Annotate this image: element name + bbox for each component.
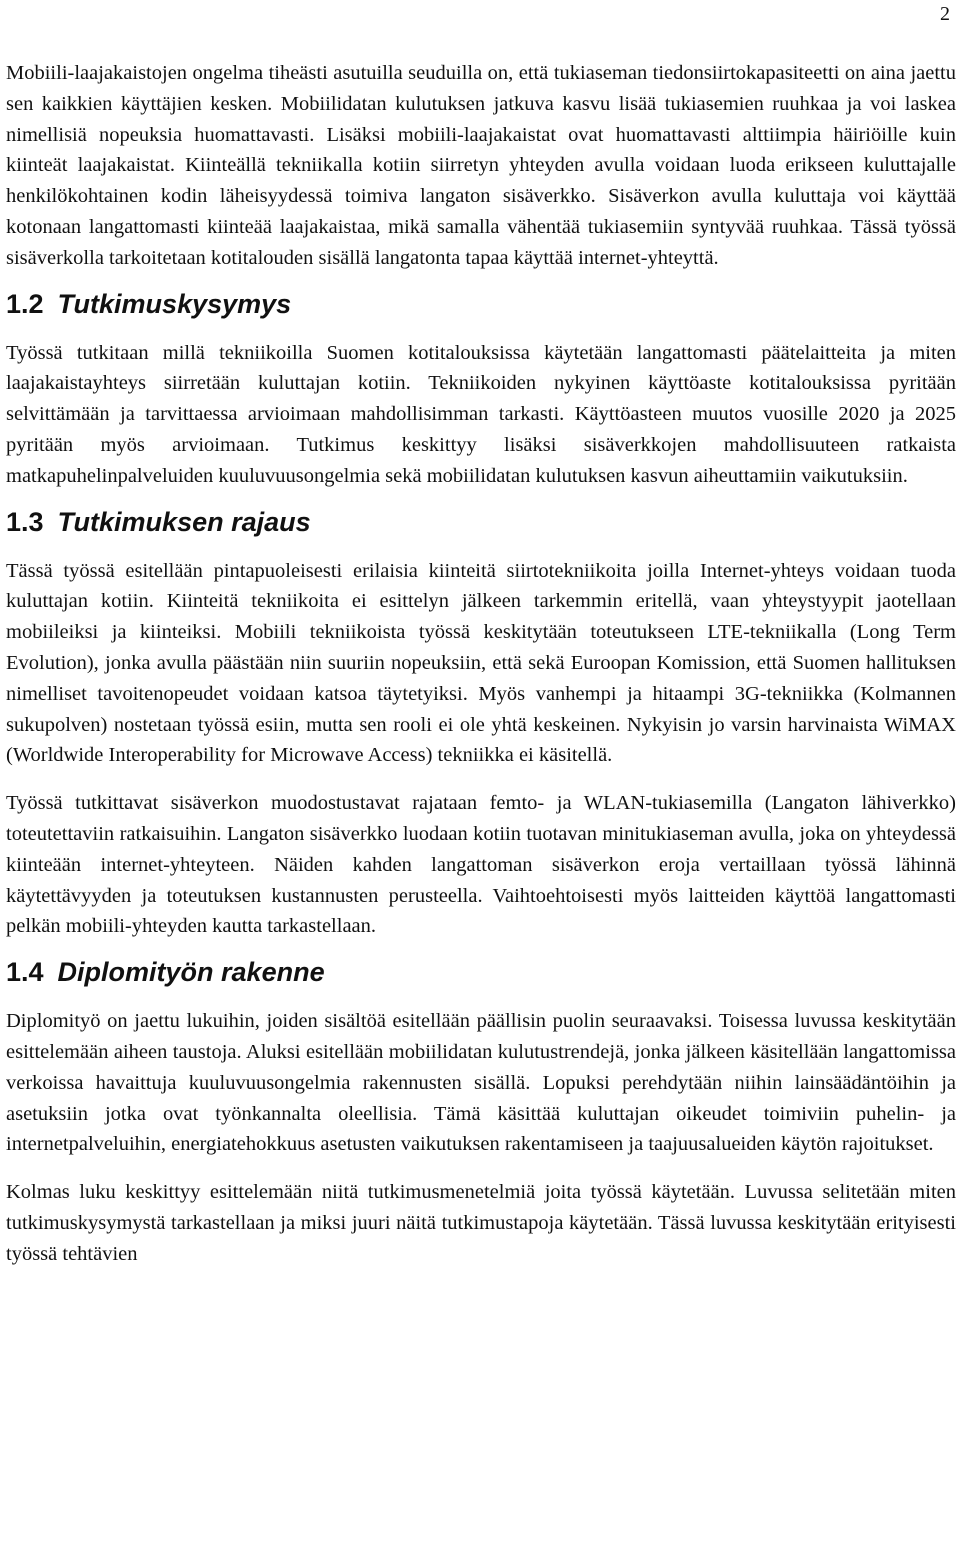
- section-research-scope: [6, 500, 956, 943]
- section-title: Tutkimuksen rajaus: [57, 506, 311, 537]
- body-paragraph: Diplomityö on jaettu lukuihin, joiden sisältöä esitellään päällisin puolin seuraavaksi. Toisessa luvussa keskitytään esittelemään aiheen taustoja. Aluksi esitellään mobiilidatan kulutustrendejä, jonka jälkeen käsitellään langattomissa verkoissa havaittuja kuuluvuusongelmia rakennusten sisällä. Lopuksi perehdytään niihin lainsäädäntöihin ja asetuksiin jotka ovat työnkannalta oleellisia. Tämä käsittää kuluttajan oikeudet toimiviin puhelin- ja internetpalveluihin, energiatehokkuus asetusten vaikutuksen rakentamiseen ja taajuusalueiden käytön rajoitukset.: [6, 1010, 956, 1156]
- intro-paragraph: Mobiili-laajakaistojen ongelma tiheästi asutuilla seuduilla on, että tukiaseman tiedonsiirtokapasiteetti on aina jaettu sen kaikkien käyttäjien kesken. Mobiilidatan kulutuksen jatkuva kasvu lisää tukiasemien ruuhkaa ja voi laskea nimellisiä nopeuksia huomattavasti. Lisäksi mobiili-laajakaistat ovat huomattavasti alttiimpia häiriöille kuin kiinteät laajakaistat. Kiinteällä tekniikalla kotiin siirretyn yhteyden avulla voidaan luoda erikseen kuluttajalle henkilökohtainen kodin läheisyydessä toimiva langaton sisäverkko. Sisäverkon avulla kuluttaja voi käyttää kotonaan langattomasti kiinteää laajakaistaa, mikä samalla vähentää tukiasemiin syntyvää ruuhkaa. Tässä työssä sisäverkolla tarkoitetaan kotitalouden sisällä langatonta tapaa käyttää internet-yhteyttä.: [6, 62, 956, 269]
- section-heading: [6, 500, 956, 544]
- section-title: Diplomityön rakenne: [57, 957, 325, 988]
- section-number: 1.4: [6, 957, 44, 988]
- section-title: Tutkimuskysymys: [57, 288, 292, 319]
- section-heading: [6, 282, 956, 326]
- body-paragraph: Kolmas luku keskittyy esittelemään niitä tutkimusmenetelmiä joita työssä käytetään. Luvussa selitetään miten tutkimuskysymystä tarkastellaan ja miksi juuri näitä tutkimustapoja käytetään. Tässä luvussa keskitytään erityisesti työssä tehtävien: [6, 1181, 956, 1265]
- section-number: 1.2: [6, 288, 44, 319]
- document-page: [6, 58, 956, 1270]
- page-number: 2: [940, 3, 950, 25]
- body-paragraph: Työssä tutkitaan millä tekniikoilla Suomen kotitalouksissa käytetään langattomasti päätelaitteita ja miten laajakaistayhteys siirretään kuluttajan kotiin. Tekniikoiden nykyinen käyttöaste kotitalouksissa pyritään selvittämään ja tarvittaessa arvioimaan mahdollisimman tarkasti. Käyttöasteen muutos vuosille 2020 ja 2025 pyritään myös arvioimaan. Tutkimus keskittyy lisäksi sisäverkkojen mahdollisuuteen ratkaista matkapuhelinpalveluiden kuuluvuusongelmia sekä mobiilidatan kulutuksen kasvun aiheuttamiin vaikutuksiin.: [6, 341, 956, 487]
- section-research-question: [6, 282, 956, 492]
- body-paragraph: Tässä työssä esitellään pintapuoleisesti erilaisia kiinteitä siirtotekniikoita joilla Internet-yhteys voidaan tuoda kuluttajan kotiin. Kiinteitä tekniikoita ei esittelyn jälkeen tarkemmin eritellä, vaan yhteystyypit jaotellaan mobiileiksi ja kiinteiksi. Mobiili tekniikoista työssä keskitytään toteutukseen LTE-tekniikalla (Long Term Evolution), jonka avulla päästään niin suuriin nopeuksiin, että sekä Euroopan Komission, että Suomen hallituksen nimelliset tavoitenopeudet voidaan katsoa täytetyiksi. Myös vanhempi ja hitaampi 3G-tekniikka (Kolmannen sukupolven) nostetaan työssä esiin, mutta sen rooli ei ole yhtä keskeinen. Nykyisin jo varsin harvinaista WiMAX (Worldwide Interoperability for Microwave Access) tekniikka ei käsitellä.: [6, 559, 956, 767]
- body-paragraph: Työssä tutkittavat sisäverkon muodostustavat rajataan femto- ja WLAN-tukiasemilla (Langaton lähiverkko) toteutettaviin ratkaisuihin. Langaton sisäverkko luodaan kotiin tuotavan minitukiaseman avulla, joka on yhteydessä kiinteään internet-yhteyteen. Näiden kahden langattoman sisäverkon eroja vertaillaan työssä lähinnä käytettävyyden ja toteutuksen kustannusten perusteella. Vaihtoehtoisesti myös laitteiden käyttöä langattomasti pelkän mobiili-yhteyden kautta tarkastellaan.: [6, 792, 956, 938]
- section-thesis-structure: [6, 950, 956, 1269]
- section-heading: [6, 950, 956, 994]
- section-number: 1.3: [6, 506, 44, 537]
